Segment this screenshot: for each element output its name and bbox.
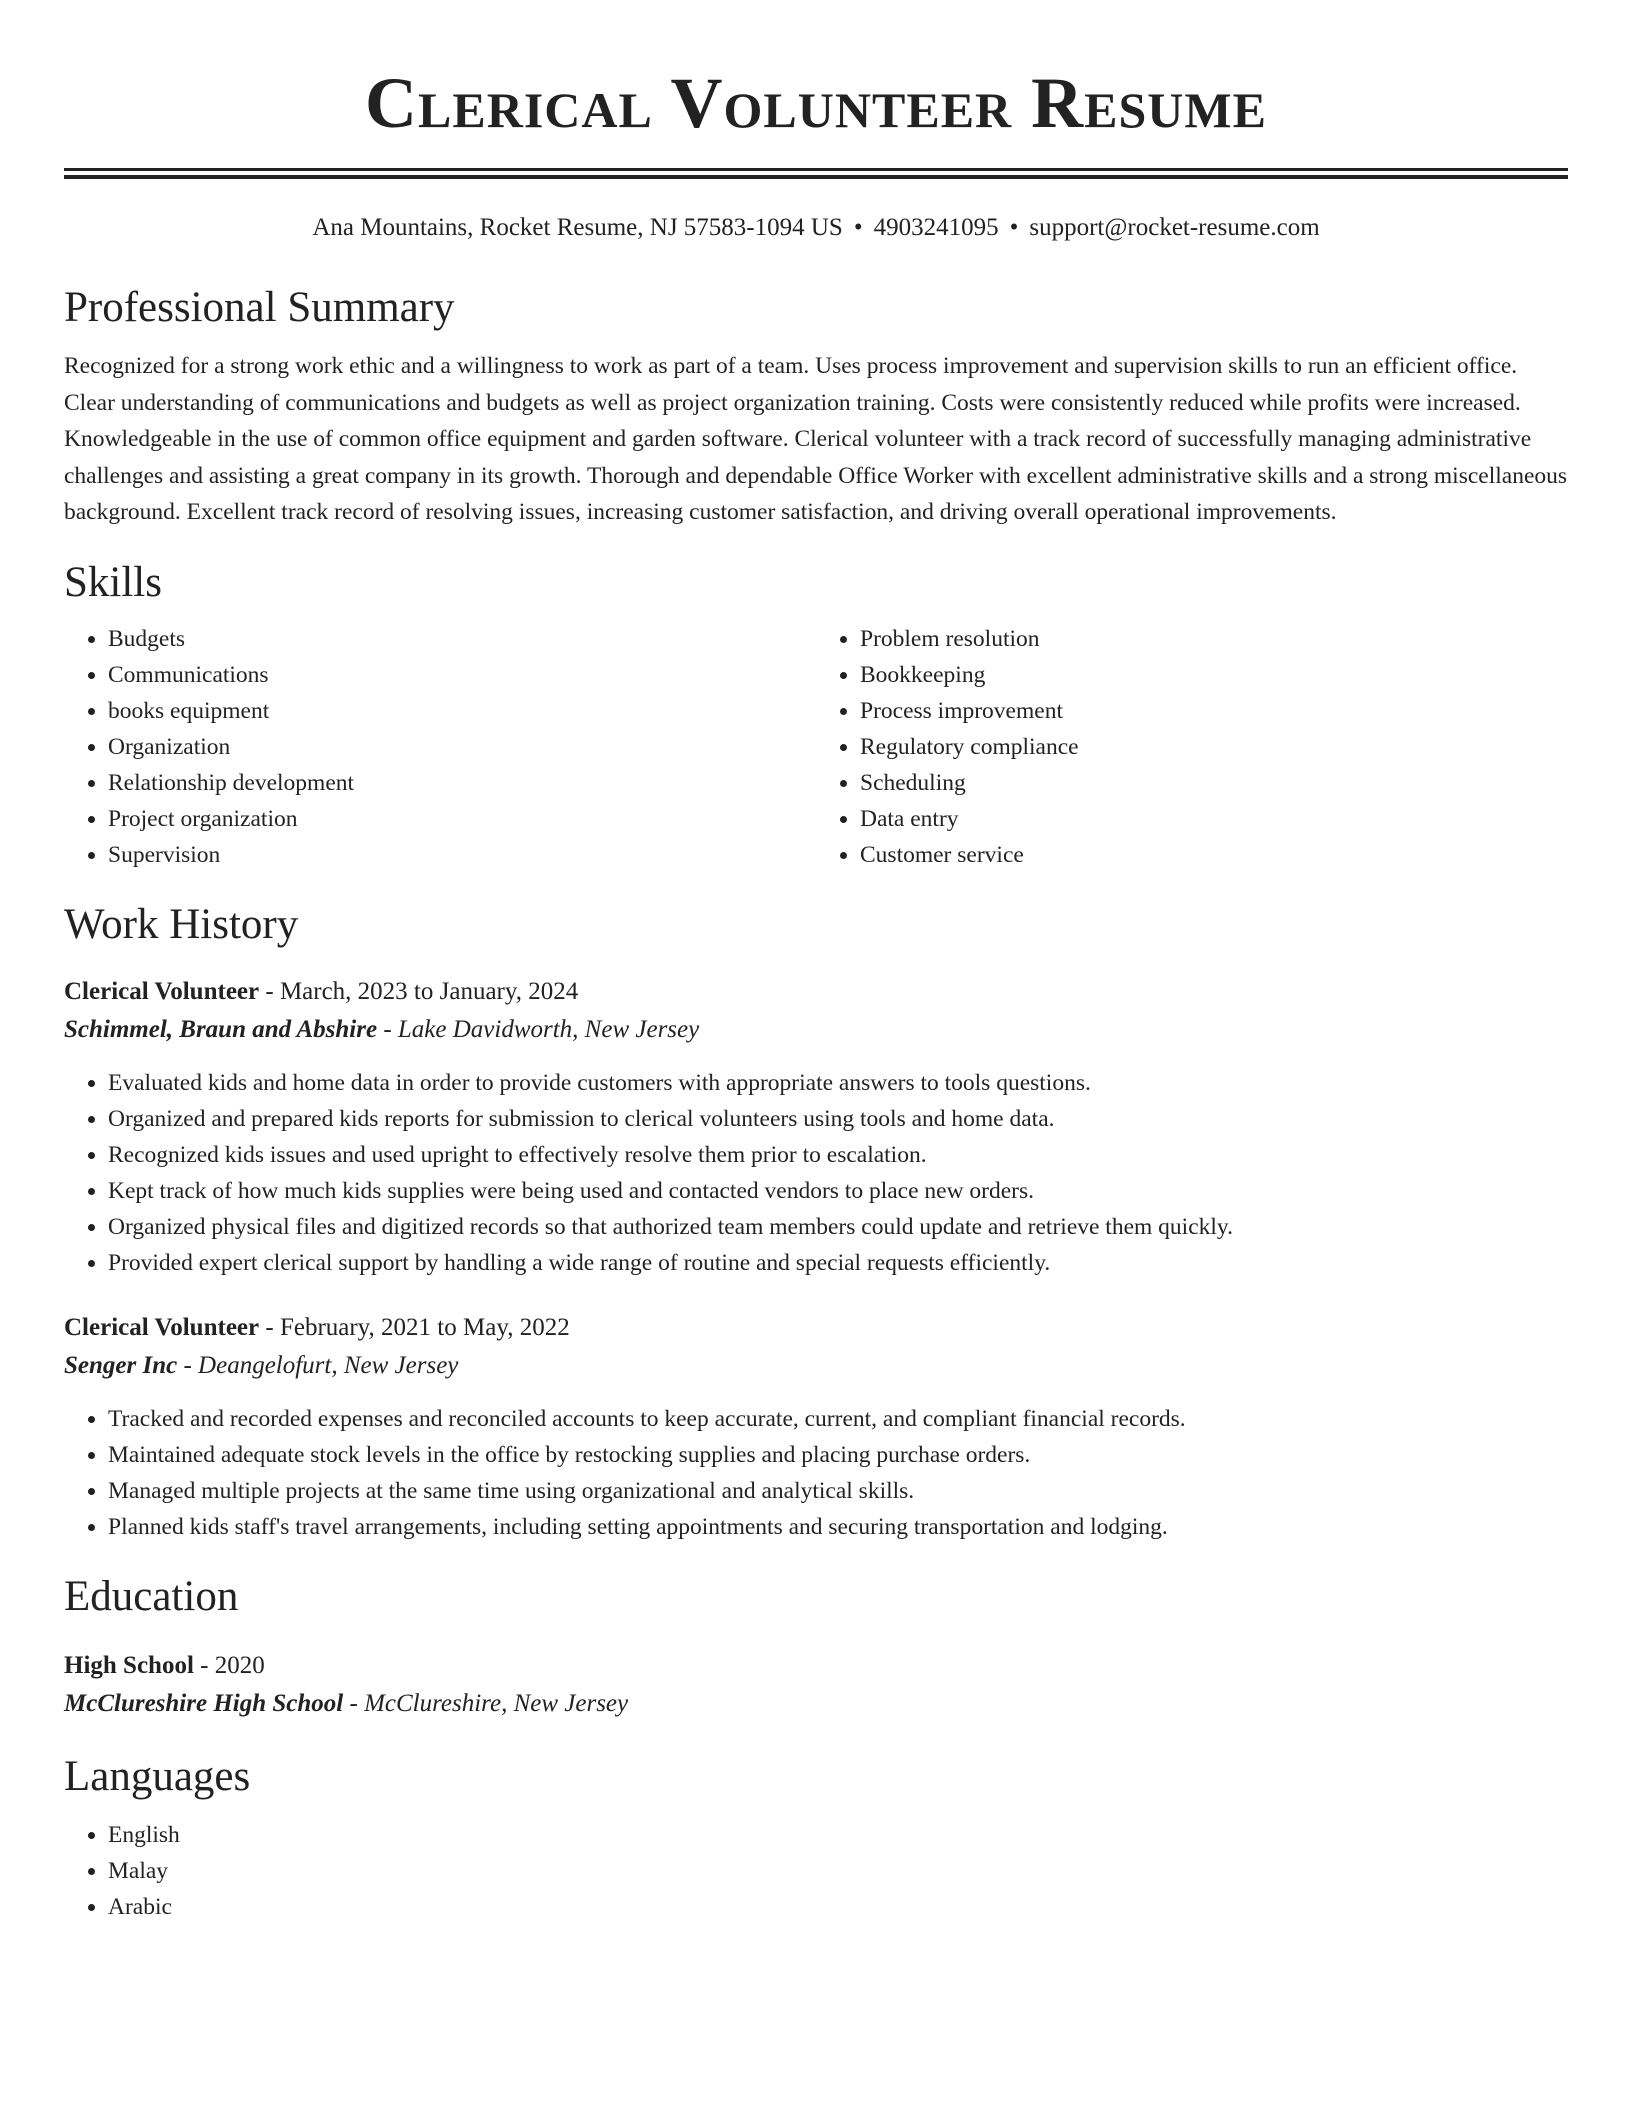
- degree: High School: [64, 1651, 194, 1679]
- company-line: Schimmel, Braun and Abshire - Lake Davidworth, New Jersey: [64, 1015, 700, 1043]
- contact-line: [64, 212, 1568, 244]
- title-divider: [64, 168, 1568, 179]
- company-name: Schimmel, Braun and Abshire: [64, 1015, 378, 1043]
- job-bullet: • Kept track of how much kids supplies were being used and contacted vendors to place new orders.: [108, 1173, 1568, 1209]
- company-location: Deangelofurt, New Jersey: [198, 1351, 459, 1379]
- skill-item: • books equipment: [108, 693, 816, 729]
- job-dates: February, 2021 to May, 2022: [279, 1313, 570, 1341]
- degree-line: High School - 2020: [64, 1651, 265, 1679]
- education-entry: [64, 1647, 1568, 1723]
- skill-item: • Customer service: [860, 837, 1568, 873]
- skill-item: • Data entry: [860, 801, 1568, 837]
- skills-list-left: [64, 621, 816, 873]
- skills-heading: Skills: [64, 558, 162, 606]
- job-title-line: Clerical Volunteer - February, 2021 to May, 2022: [64, 1313, 570, 1341]
- school-line: McClureshire High School - McClureshire, New Jersey: [64, 1689, 629, 1717]
- skill-item: • Organization: [108, 729, 816, 765]
- job-entry: [64, 1309, 1568, 1545]
- skills-columns: [64, 621, 1568, 873]
- skill-item: • Supervision: [108, 837, 816, 873]
- job-bullet: • Recognized kids issues and used upright to effectively resolve them prior to escalation.: [108, 1137, 1568, 1173]
- job-bullet: • Tracked and recorded expenses and reconciled accounts to keep accurate, current, and compliant financial records.: [108, 1401, 1568, 1437]
- summary-heading: Professional Summary: [64, 284, 455, 331]
- job-bullet: • Planned kids staff's travel arrangements, including setting appointments and securing transportation and lodging.: [108, 1509, 1568, 1545]
- graduation-year: 2020: [214, 1651, 265, 1679]
- skill-item: • Project organization: [108, 801, 816, 837]
- school-name: McClureshire High School: [64, 1689, 344, 1717]
- skill-item: • Communications: [108, 657, 816, 693]
- language-item: • Arabic: [108, 1889, 1568, 1925]
- language-item: • English: [108, 1817, 1568, 1853]
- resume-title: Clerical Volunteer Resume: [365, 63, 1267, 143]
- company-line: Senger Inc - Deangelofurt, New Jersey: [64, 1351, 459, 1379]
- skill-item: • Budgets: [108, 621, 816, 657]
- job-bullet: • Provided expert clerical support by handling a wide range of routine and special requests efficiently.: [108, 1245, 1568, 1281]
- skill-item: • Bookkeeping: [860, 657, 1568, 693]
- company-location: Lake Davidworth, New Jersey: [397, 1015, 700, 1043]
- languages-list: [64, 1817, 1568, 1925]
- work-history-heading: Work History: [64, 900, 299, 948]
- skill-item: • Process improvement: [860, 693, 1568, 729]
- contact-phone: 4903241095: [873, 214, 999, 241]
- contact-separator: •: [853, 214, 863, 241]
- job-bullet: • Organized physical files and digitized records so that authorized team members could update and retrieve them quickly.: [108, 1209, 1568, 1245]
- skill-item: • Problem resolution: [860, 621, 1568, 657]
- skill-item: • Relationship development: [108, 765, 816, 801]
- job-bullet: • Managed multiple projects at the same time using organizational and analytical skills.: [108, 1473, 1568, 1509]
- job-bullet-list: [64, 1065, 1568, 1281]
- skills-list-right: [816, 621, 1568, 873]
- job-bullet-list: [64, 1401, 1568, 1545]
- job-bullet: • Organized and prepared kids reports for submission to clerical volunteers using tools and home data.: [108, 1101, 1568, 1137]
- company-name: Senger Inc: [64, 1351, 178, 1379]
- summary-text: Recognized for a strong work ethic and a willingness to work as part of a team. Uses process improvement and supervision skills to run an efficient office. Clear understanding of communications and budgets as well as project organization training. Costs were consistently reduced while profits were increased. Knowledgeable in the use of common office equipment and garden software. Clerical volunteer with a track record of successfully managing administrative challenges and assisting a great company in its growth. Thorough and dependable Office Worker with excellent administrative skills and a strong miscellaneous background. Excellent track record of resolving issues, increasing customer satisfaction, and driving overall operational improvements.: [64, 353, 1568, 525]
- job-entry: [64, 973, 1568, 1281]
- job-bullet: • Evaluated kids and home data in order to provide customers with appropriate answers to tools questions.: [108, 1065, 1568, 1101]
- contact-address: Ana Mountains, Rocket Resume, NJ 57583-1094 US: [312, 214, 843, 241]
- language-item: • Malay: [108, 1853, 1568, 1889]
- contact-separator: •: [1009, 214, 1019, 241]
- contact-email: support@rocket-resume.com: [1029, 214, 1320, 241]
- job-title-line: Clerical Volunteer - March, 2023 to January, 2024: [64, 977, 579, 1005]
- job-title: Clerical Volunteer: [64, 1313, 260, 1341]
- job-dates: March, 2023 to January, 2024: [279, 977, 579, 1005]
- job-title: Clerical Volunteer: [64, 977, 260, 1005]
- job-bullet: • Maintained adequate stock levels in the office by restocking supplies and placing purchase orders.: [108, 1437, 1568, 1473]
- skill-item: • Regulatory compliance: [860, 729, 1568, 765]
- skill-item: • Scheduling: [860, 765, 1568, 801]
- school-location: McClureshire, New Jersey: [364, 1689, 629, 1717]
- education-heading: Education: [64, 1572, 239, 1620]
- languages-heading: Languages: [64, 1752, 251, 1800]
